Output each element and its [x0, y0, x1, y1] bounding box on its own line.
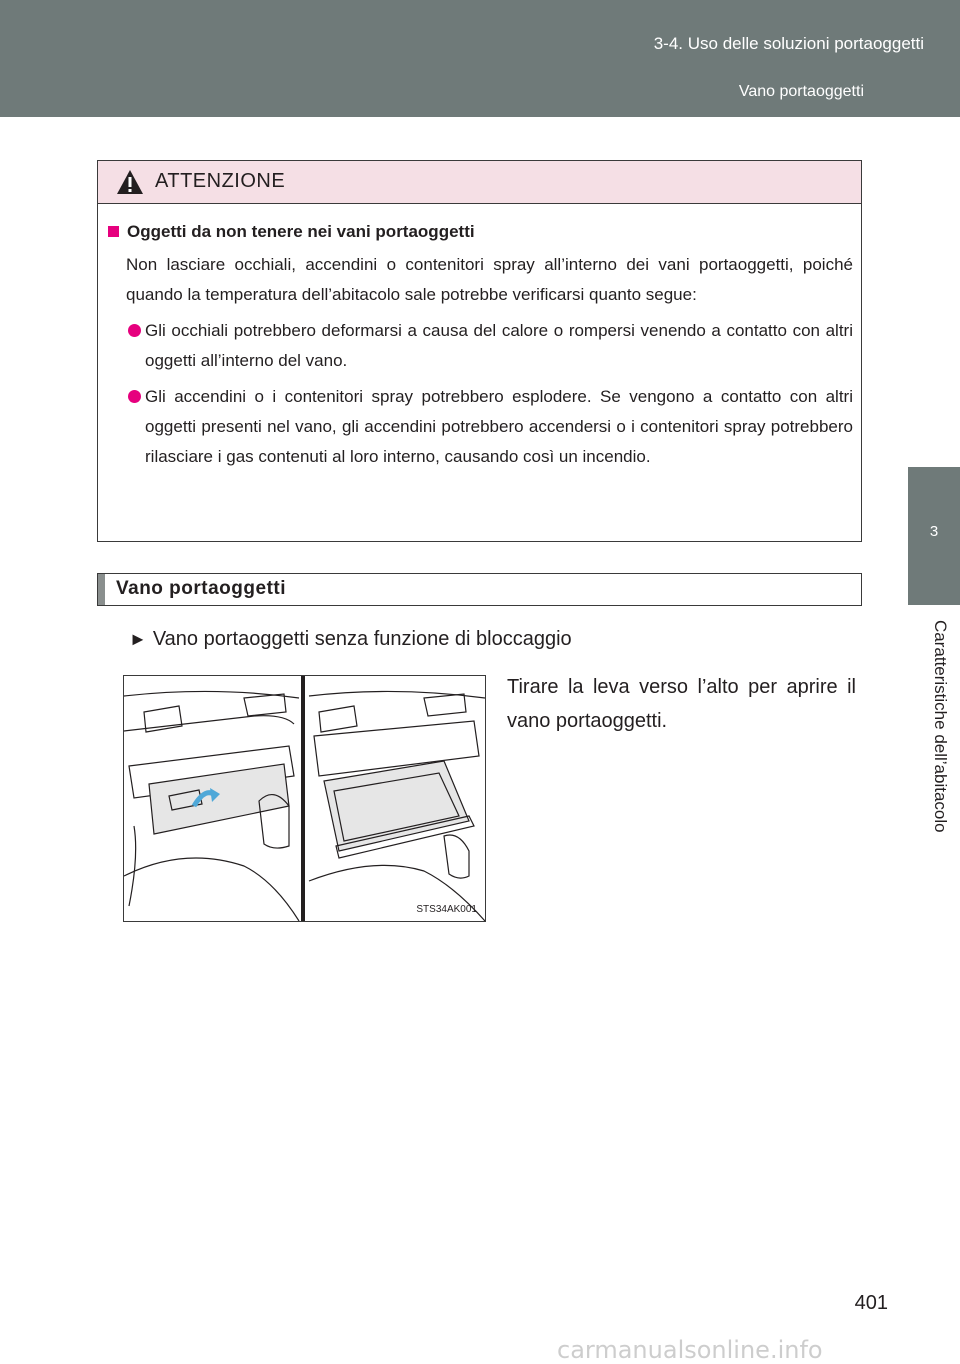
section-title: Vano portaoggetti — [116, 578, 286, 599]
caution-bullet-2 — [126, 382, 853, 472]
glovebox-illustration — [123, 675, 486, 922]
caution-subheading-text: Oggetti da non tenere nei vani portaoggetti — [127, 222, 475, 241]
caution-bullet-text: Gli accendini o i contenitori spray potrebbero esplodere. Se vengono a contatto con altri oggetti presenti nel vano, gli accendini potrebbero accendersi o i contenitori spray potrebbero rilasciare i gas contenuti al loro interno, causando così un incendio. — [145, 387, 853, 466]
watermark-text: carmanualsonline.info — [557, 1336, 823, 1364]
bullet-dot-icon — [128, 390, 141, 403]
chapter-tab — [908, 467, 960, 605]
square-bullet-icon — [108, 226, 119, 237]
caution-bullet-1 — [126, 316, 853, 376]
bullet-dot-icon — [128, 324, 141, 337]
section-running-title: Vano portaoggetti — [738, 83, 864, 100]
chapter-side-label: Caratteristiche dell’abitacolo — [931, 620, 950, 833]
variant-heading — [129, 628, 572, 651]
caution-box — [97, 160, 862, 542]
caution-paragraph: Non lasciare occhiali, accendini o contenitori spray all’interno dei vani portaoggetti, poiché quando la temperatura dell’abitacolo sale potrebbe verificarsi quanto segue: — [126, 255, 853, 304]
section-bar-accent — [98, 574, 105, 605]
triangle-marker-icon: ► — [129, 629, 147, 649]
instruction-text: Tirare la leva verso l’alto per aprire il vano portaoggetti. — [507, 676, 856, 732]
caution-header — [98, 161, 861, 204]
page-header — [0, 0, 960, 117]
warning-triangle-icon — [116, 169, 144, 195]
caution-body — [98, 204, 861, 472]
page-number: 401 — [854, 1292, 888, 1314]
figure-code: STS34AK001 — [416, 904, 477, 915]
section-heading-bar — [97, 573, 862, 606]
glovebox-drawing — [124, 676, 485, 921]
chapter-title: 3-4. Uso delle soluzioni portaoggetti — [653, 34, 924, 53]
chapter-number: 3 — [929, 523, 939, 540]
caution-bullet-text: Gli occhiali potrebbero deformarsi a causa del calore o rompersi venendo a contatto con altri oggetti all’interno del vano. — [145, 321, 853, 370]
caution-title: ATTENZIONE — [155, 170, 286, 192]
caution-subheading — [105, 222, 853, 242]
variant-text: Vano portaoggetti senza funzione di bloccaggio — [152, 628, 572, 650]
